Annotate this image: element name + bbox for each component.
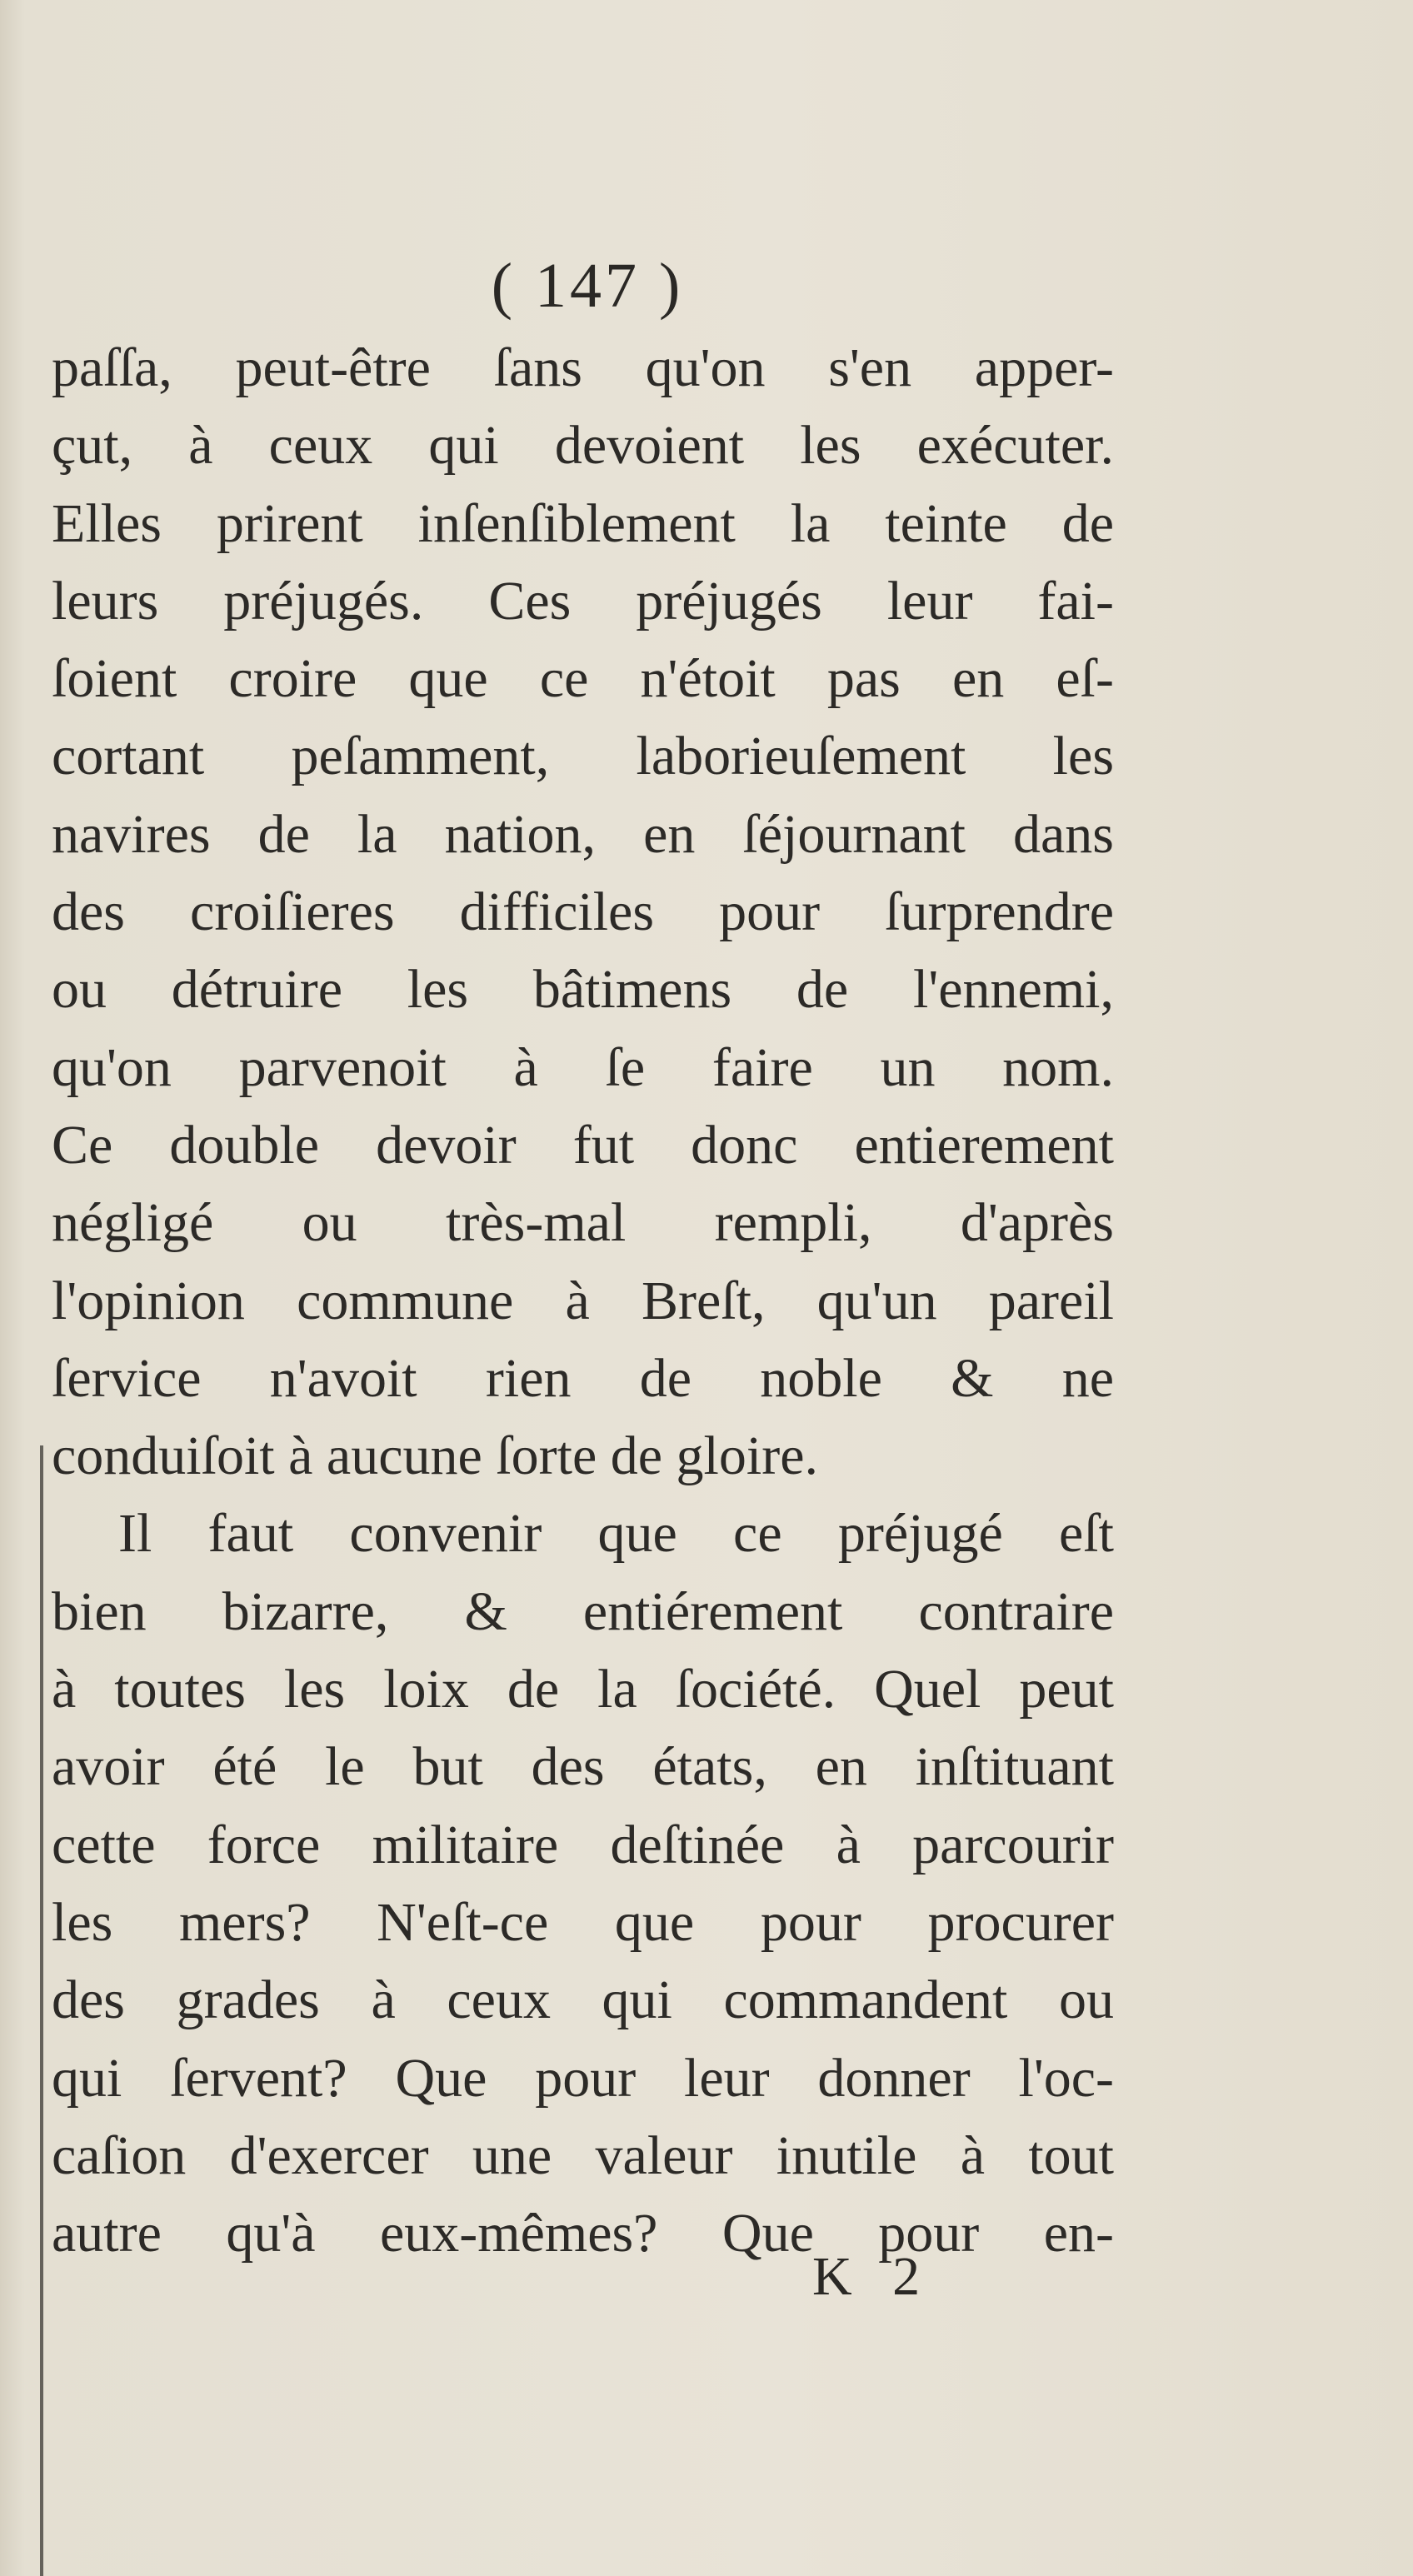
text-line: Elles prirent inſenſiblement la teinte de — [52, 492, 1114, 554]
text-line: qu'on parvenoit à ſe faire un nom. — [52, 1036, 1114, 1098]
text-line: conduiſoit à aucune ſorte de gloire. — [52, 1425, 819, 1487]
signature-mark: K 2 — [812, 2246, 934, 2307]
text-line: ou détruire les bâtimens de l'ennemi, — [52, 959, 1114, 1021]
text-line: leurs préjugés. Ces préjugés leur fai- — [52, 570, 1114, 632]
text-line: cette force militaire deſtinée à parcourir — [52, 1814, 1114, 1875]
text-line: navires de la nation, en ſéjournant dans — [52, 803, 1114, 865]
text-line: Ce double devoir fut donc entierement — [52, 1114, 1114, 1176]
text-line: caſion d'exercer une valeur inutile à tout — [52, 2124, 1114, 2186]
text-line: paſſa, peut-être ſans qu'on s'en apper- — [52, 337, 1114, 398]
text-line: l'opinion commune à Breſt, qu'un pareil — [52, 1270, 1114, 1331]
text-line: à toutes les loix de la ſociété. Quel peut — [52, 1659, 1114, 1720]
body-text — [52, 329, 1114, 2272]
text-line: çut, à ceux qui devoient les exécuter. — [52, 415, 1114, 477]
text-line: Il faut convenir que ce préjugé eſt — [118, 1503, 1114, 1565]
page-edge-shadow — [40, 1445, 43, 2576]
text-line: des croiſieres difficiles pour ſurprendre — [52, 881, 1114, 943]
text-line: autre qu'à eux-mêmes? Que pour en- — [52, 2203, 1114, 2264]
text-line: bien bizarre, & entiérement contraire — [52, 1580, 1114, 1642]
page-number: ( 147 ) — [491, 251, 684, 321]
text-line: les mers? N'eſt-ce que pour procurer — [52, 1891, 1114, 1953]
text-line: négligé ou très-mal rempli, d'après — [52, 1192, 1114, 1254]
text-line: des grades à ceux qui commandent ou — [52, 1969, 1114, 2031]
text-line: ſervice n'avoit rien de noble & ne — [52, 1347, 1114, 1409]
text-line: qui ſervent? Que pour leur donner l'oc- — [52, 2047, 1114, 2109]
text-line: cortant peſamment, laborieuſement les — [52, 726, 1114, 787]
text-line: ſoient croire que ce n'étoit pas en eſ- — [52, 648, 1114, 710]
text-line: avoir été le but des états, en inſtituant — [52, 1736, 1114, 1798]
